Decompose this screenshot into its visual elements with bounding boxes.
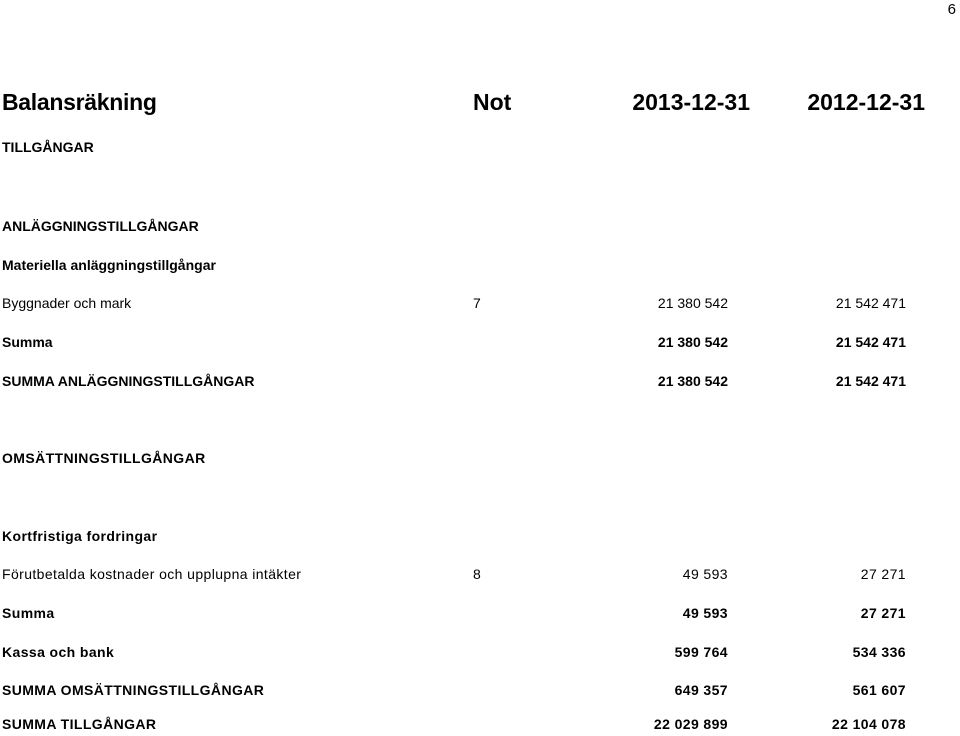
row-value-2012: 21 542 471 [835,373,906,389]
table-row [0,716,960,736]
table-row [0,295,960,315]
row-value-2012: 561 607 [852,682,906,698]
row-label: TILLGÅNGAR [2,139,94,155]
row-value-2013: 49 593 [682,605,728,621]
row-label: SUMMA ANLÄGGNINGSTILLGÅNGAR [2,373,255,389]
note-column-header: Not [473,89,512,115]
table-row [0,257,960,277]
table-row [0,682,960,702]
table-row [0,334,960,354]
row-value-2013: 21 380 542 [657,373,728,389]
row-value-2013: 22 029 899 [653,716,728,732]
row-label: Förutbetalda kostnader och upplupna intäkter [2,566,302,582]
row-value-2012: 534 336 [852,644,906,660]
row-note: 8 [473,566,482,582]
row-value-2012: 21 542 471 [835,334,906,350]
row-value-2013: 49 593 [682,566,728,582]
table-row [0,218,960,238]
table-row [0,528,960,548]
date-column-header-2012: 2012-12-31 [807,89,925,115]
row-value-2013: 649 357 [674,682,728,698]
row-value-2013: 21 380 542 [657,295,728,311]
table-row [0,450,960,470]
row-label: Kassa och bank [2,644,115,660]
table-row [0,566,960,586]
row-value-2012: 27 271 [860,605,906,621]
row-label: OMSÄTTNINGSTILLGÅNGAR [2,450,206,466]
table-row [0,373,960,393]
table-row [0,139,960,159]
table-row [0,605,960,625]
row-value-2012: 27 271 [860,566,906,582]
row-label: Summa [2,334,53,350]
page-title: Balansräkning [2,89,157,115]
table-row [0,644,960,664]
row-value-2013: 21 380 542 [657,334,728,350]
row-label: ANLÄGGNINGSTILLGÅNGAR [2,218,199,234]
date-column-header-2013: 2013-12-31 [632,89,750,115]
row-note: 7 [473,295,481,311]
row-value-2013: 599 764 [674,644,728,660]
row-value-2012: 22 104 078 [831,716,906,732]
row-label: SUMMA TILLGÅNGAR [2,716,157,732]
row-value-2012: 21 542 471 [835,295,906,311]
row-label: Materiella anläggningstillgångar [2,257,216,273]
row-label: SUMMA OMSÄTTNINGSTILLGÅNGAR [2,682,265,698]
row-label: Kortfristiga fordringar [2,528,158,544]
row-label: Byggnader och mark [2,295,132,311]
row-label: Summa [2,605,55,621]
page-number: 6 [947,1,956,18]
